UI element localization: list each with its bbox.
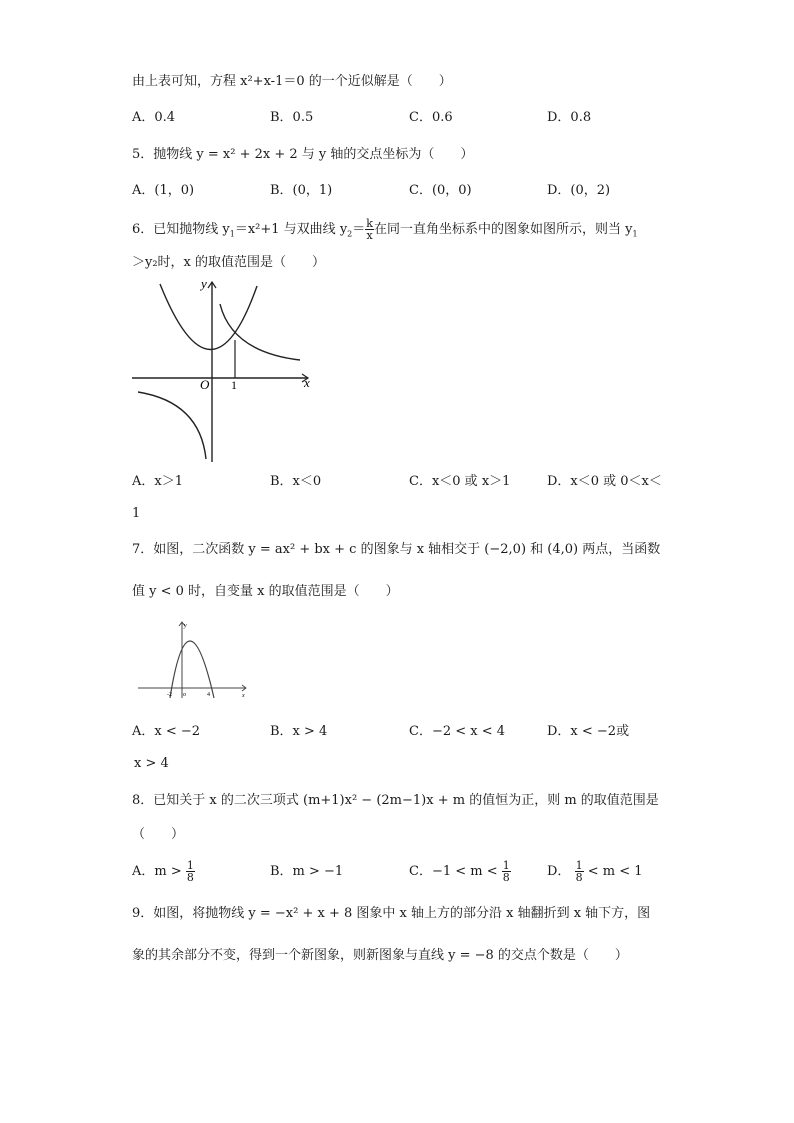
q5-option-a[interactable]: A．(1，0) [132, 183, 195, 198]
q6-option-a[interactable]: A．x＞1 [132, 474, 183, 489]
q7-option-d[interactable]: D．x < −2或 [547, 724, 630, 739]
q8-option-c-fraction: $\frac{1}{8}$ [502, 859, 510, 884]
q7-graph [134, 618, 249, 700]
q6-one-label: 1 [231, 378, 237, 392]
q6-stem-line2: ＞y₂时，x 的取值范围是（ ） [132, 255, 326, 270]
q7-option-c[interactable]: C．−2 < x < 4 [409, 724, 506, 739]
q9-stem: 9．如图，将抛物线 y = −x² + x + 8 图象中 x 轴上方的部分沿 x 轴翻折到 x 轴下方，图 [132, 906, 651, 921]
q5-option-b[interactable]: B．(0，1) [270, 183, 333, 198]
q7-y-label: y [184, 623, 187, 629]
q7-option-d-wrap: x > 4 [134, 756, 169, 771]
q7-four-label: 4 [207, 692, 210, 698]
q8-stem-line2: （ ） [132, 827, 185, 842]
q8-option-d[interactable]: D． $\frac{1}{8}$ < m < 1 [547, 859, 643, 884]
q7-origin-label: o [183, 692, 186, 698]
q7-option-a[interactable]: A．x < −2 [132, 724, 201, 739]
q8-option-a[interactable]: A．m > $\frac{1}{8}$ [132, 859, 194, 884]
q4-option-a[interactable]: A．0.4 [132, 110, 176, 125]
q6-option-d[interactable]: D．x＜0 或 0＜x＜ [547, 474, 662, 489]
q7-option-b[interactable]: B．x > 4 [270, 724, 328, 739]
q8-option-d-fraction: $\frac{1}{8}$ [575, 859, 583, 884]
q4-stem: 由上表可知，方程 x²+x-1＝0 的一个近似解是（ ） [132, 74, 452, 89]
q8-option-b[interactable]: B．m > −1 [270, 864, 344, 879]
q4-option-c[interactable]: C．0.6 [409, 110, 453, 125]
q6-option-d-wrap: 1 [132, 506, 141, 521]
q6-option-c[interactable]: C．x＜0 或 x＞1 [409, 474, 511, 489]
q5-option-c[interactable]: C．(0，0) [409, 183, 472, 198]
q6-x-label: x [304, 375, 310, 390]
q6-stem: 6．已知抛物线 $y_1=x^2+1$ 与双曲线 $y_2=$ $\frac{k}{x}$ 在同一直角坐标系中的图象如图所示，则当 $y_1$ [132, 217, 638, 242]
q4-option-d[interactable]: D．0.8 [547, 110, 592, 125]
q7-neg2-label: -2 [167, 692, 172, 698]
q5-option-d[interactable]: D．(0，2) [547, 183, 611, 198]
q5-stem: 5．抛物线 y = x² + 2x + 2 与 y 轴的交点坐标为（ ） [132, 147, 474, 162]
q7-stem-line2: 值 y < 0 时，自变量 x 的取值范围是（ ） [132, 584, 399, 599]
q7-x-label: x [242, 693, 245, 699]
q6-y-label: y [201, 276, 207, 291]
q4-option-b[interactable]: B．0.5 [270, 110, 314, 125]
q6-option-b[interactable]: B．x＜0 [270, 474, 322, 489]
q8-option-a-fraction: $\frac{1}{8}$ [186, 859, 194, 884]
q6-origin-label: O [200, 377, 210, 392]
q6-graph [130, 274, 315, 464]
q8-stem: 8．已知关于 x 的二次三项式 (m+1)x² − (2m−1)x + m 的值恒为正，则 m 的取值范围是 [132, 793, 659, 808]
q7-stem: 7．如图，二次函数 y = ax² + bx + c 的图象与 x 轴相交于 (−2,0) 和 (4,0) 两点，当函数 [132, 542, 661, 557]
q6-fraction: $\frac{k}{x}$ [366, 217, 373, 242]
q9-stem-line2: 象的其余部分不变，得到一个新图象，则新图象与直线 y = −8 的交点个数是（ ） [132, 948, 628, 963]
q8-option-c[interactable]: C．−1 < m < $\frac{1}{8}$ [409, 859, 510, 884]
